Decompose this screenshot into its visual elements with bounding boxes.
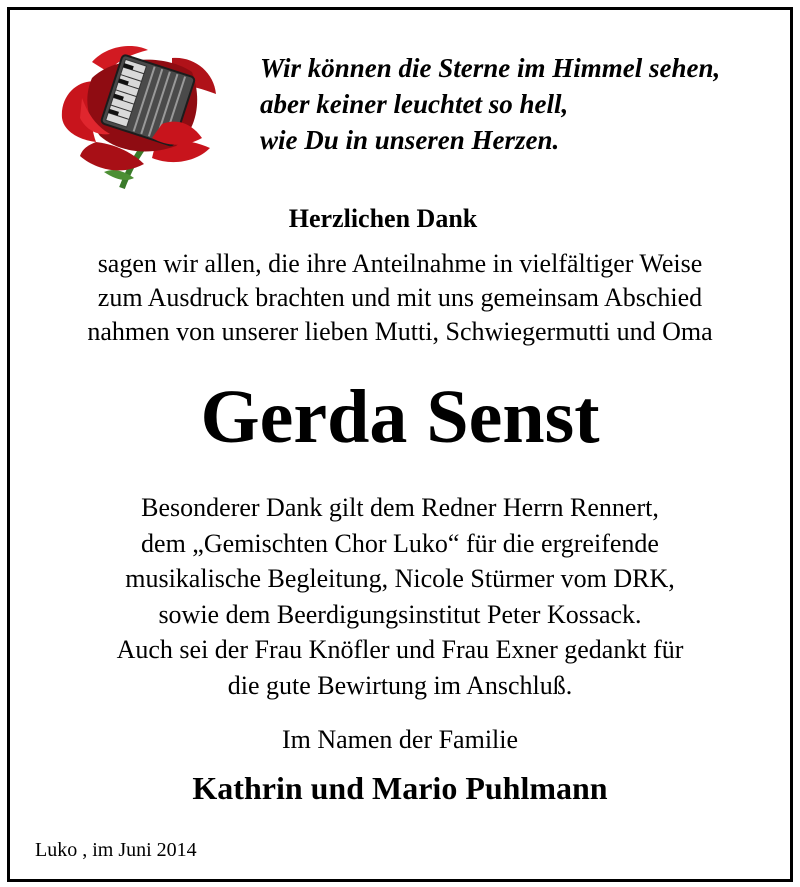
signature-names: Kathrin und Mario Puhlmann [192,770,608,806]
thanks-paragraph [10,490,790,703]
quote-line: wie Du in unseren Herzen. [260,125,560,155]
intro-line: sagen wir allen, die ihre Anteilnahme in vielfältiger Weise [97,249,703,278]
rose-accordion-icon [52,38,227,198]
intro-line: zum Ausdruck brachten und mit uns gemeinsam Abschied [97,283,703,312]
deceased-name: Gerda Senst [200,375,600,459]
thanks-line: sowie dem Beerdigungsinstitut Peter Kossack. [158,599,642,629]
thanks-line: Auch sei der Frau Knöfler und Frau Exner gedankt für [116,635,684,664]
thanks-line: die gute Bewirtung im Anschluß. [227,670,573,700]
signature-intro: Im Namen der Familie [281,725,519,754]
intro-paragraph [10,247,790,349]
thanks-line: Besonderer Dank gilt dem Redner Herrn Rennert, [141,493,659,522]
quote-line: aber keiner leuchtet so hell, [260,89,569,119]
obituary-frame [7,7,793,882]
quote-line: Wir können die Sterne im Himmel sehen, [260,53,721,83]
thanks-line: dem „Gemischten Chor Luko“ für die ergreifende [141,528,659,558]
thanks-line: musikalische Begleitung, Nicole Stürmer vom DRK, [125,564,675,593]
intro-line: nahmen von unserer lieben Mutti, Schwiegermutti und Oma [87,317,713,346]
memorial-quote [260,50,790,158]
place-date: Luko , im Juni 2014 [35,839,197,861]
thanks-heading: Herzlichen Dank [288,204,478,233]
